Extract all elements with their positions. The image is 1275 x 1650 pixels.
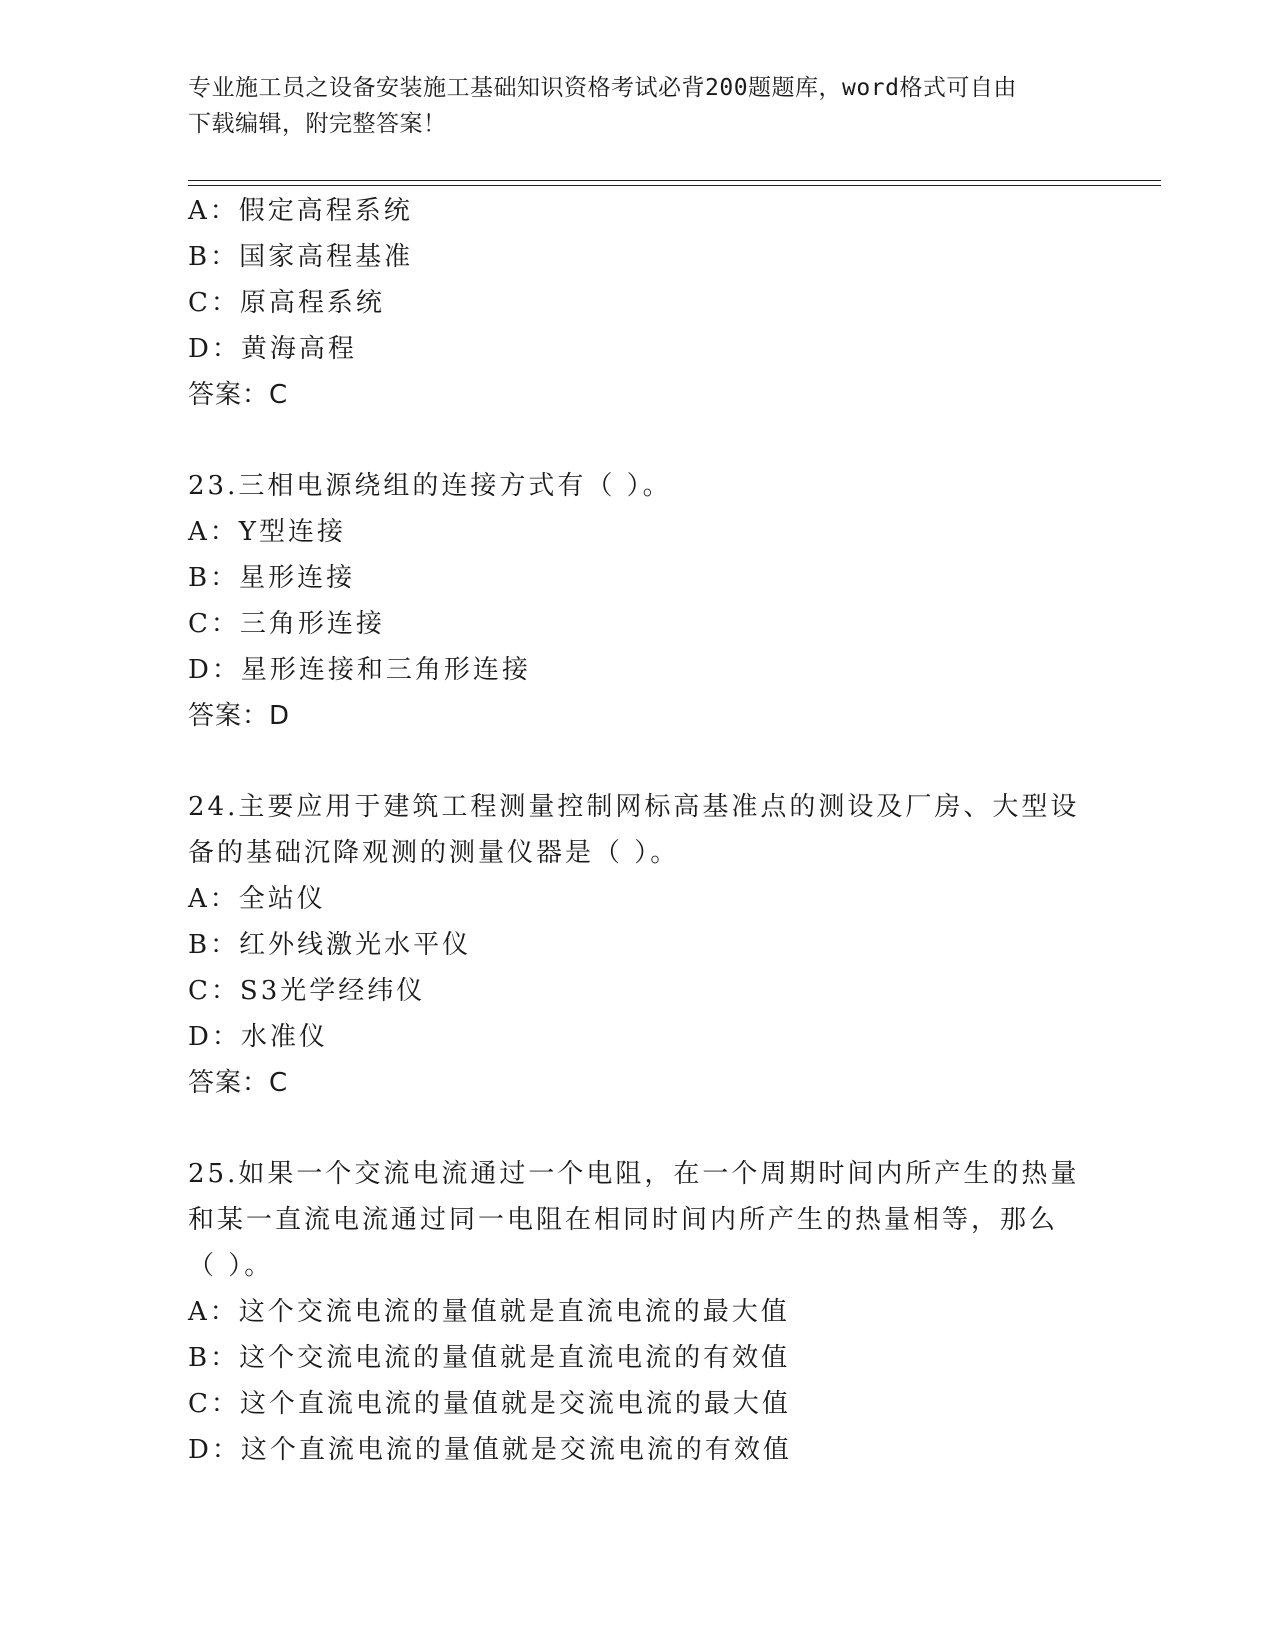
answer-line: 答案：C <box>188 380 289 410</box>
question-25 <box>188 1151 1088 1473</box>
option-b: B：红外线激光水平仪 <box>188 930 472 960</box>
option-c: C：这个直流电流的量值就是交流电流的最大值 <box>188 1389 791 1419</box>
option-c: C：三角形连接 <box>188 609 385 639</box>
option-a: A：全站仪 <box>188 884 326 914</box>
option-c: C：S3光学经纬仪 <box>188 976 426 1006</box>
question-list <box>188 188 1088 1473</box>
option-b: B：这个交流电流的量值就是直流电流的有效值 <box>188 1343 791 1373</box>
spacer <box>188 739 1088 784</box>
option-d: D：水准仪 <box>188 1022 328 1052</box>
answer-line: 答案：C <box>188 1068 289 1098</box>
option-d: D：黄海高程 <box>188 334 357 364</box>
question-22-continued <box>188 188 1088 418</box>
question-text-line-1: 24.主要应用于建筑工程测量控制网标高基准点的测设及厂房、大型设 <box>188 792 1080 822</box>
answer-line: 答案：D <box>188 701 291 731</box>
option-a: A：假定高程系统 <box>188 196 413 226</box>
header-line-2: 下载编辑，附完整答案！ <box>188 111 447 137</box>
document-header <box>188 70 1088 142</box>
option-c: C：原高程系统 <box>188 288 385 318</box>
question-24 <box>188 784 1088 1106</box>
header-divider-bottom <box>188 185 1161 186</box>
option-b: B：国家高程基准 <box>188 242 414 272</box>
question-text-line-1: 25.如果一个交流电流通过一个电阻，在一个周期时间内所产生的热量 <box>188 1159 1080 1189</box>
spacer <box>188 418 1088 463</box>
option-d: D：这个直流电流的量值就是交流电流的有效值 <box>188 1435 792 1465</box>
option-b: B：星形连接 <box>188 563 356 593</box>
spacer <box>188 1106 1088 1151</box>
option-a: A：这个交流电流的量值就是直流电流的最大值 <box>188 1297 790 1327</box>
question-text-line-2: 和某一直流电流通过同一电阻在相同时间内所产生的热量相等，那么 <box>188 1205 1059 1235</box>
question-text: 23.三相电源绕组的连接方式有（ ）。 <box>188 471 672 501</box>
header-line-1: 专业施工员之设备安装施工基础知识资格考试必背200题题库，word格式可自由 <box>188 75 1017 101</box>
question-text-line-3: （ ）。 <box>188 1251 274 1281</box>
option-d: D：星形连接和三角形连接 <box>188 655 531 685</box>
option-a: A：Y型连接 <box>188 517 346 547</box>
header-divider-top <box>188 180 1161 181</box>
question-text-line-2: 备的基础沉降观测的测量仪器是（ ）。 <box>188 838 680 868</box>
question-23 <box>188 463 1088 739</box>
